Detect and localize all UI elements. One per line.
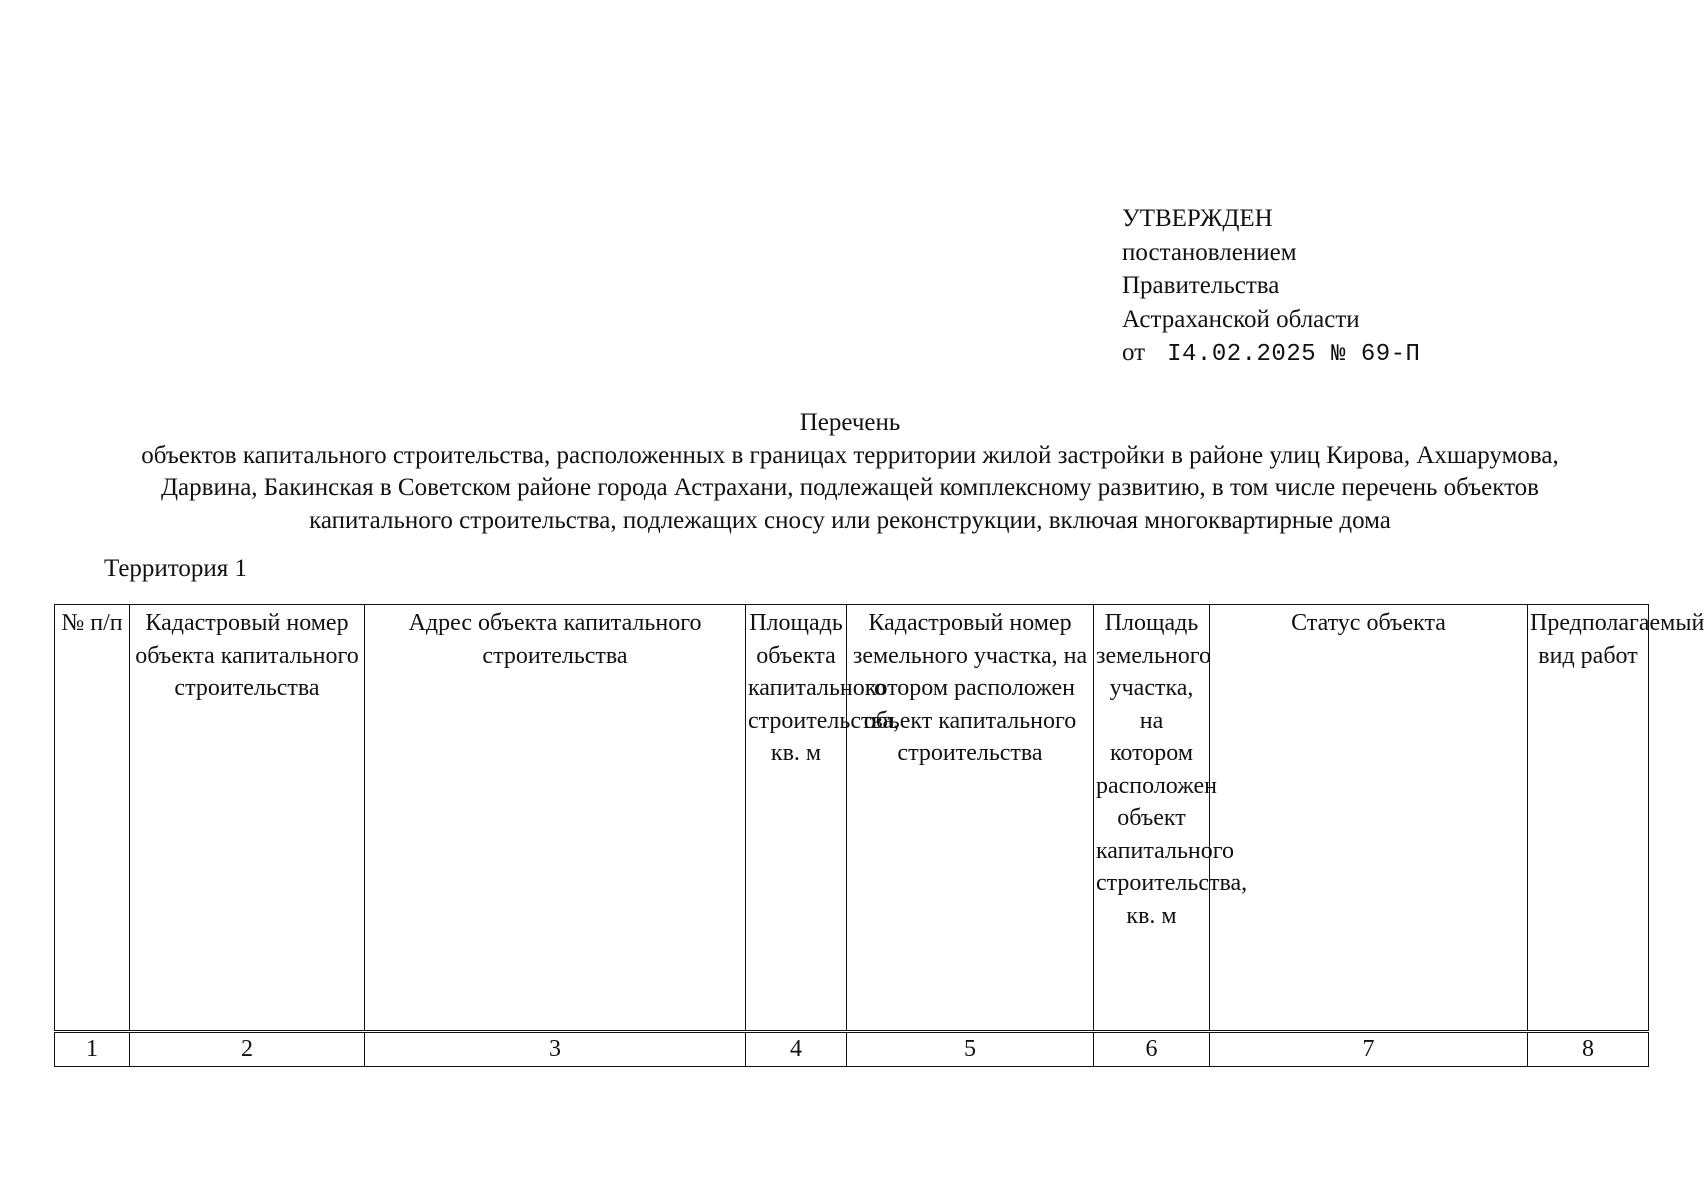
column-number: 2 — [130, 1032, 365, 1067]
approval-date-prefix: от — [1122, 339, 1146, 366]
table-header-row — [55, 605, 1649, 1032]
column-header-land-area: Площадь земельного участка, на котором расположен объект капитального строительства, кв. м — [1094, 605, 1210, 1032]
approval-title: УТВЕРЖДЕН — [1122, 205, 1273, 232]
column-header-cadastral-object: Кадастровый номер объекта капитального строительства — [130, 605, 365, 1032]
column-number: 3 — [365, 1032, 746, 1067]
column-header-object-area: Площадь объекта капитального строительства, кв. м — [746, 605, 847, 1032]
column-header-cadastral-land: Кадастровый номер земельного участка, на котором расположен объект капитального строительства — [847, 605, 1094, 1032]
document-subtitle: объектов капитального строительства, расположенных в границах территории жилой застройки в районе улиц Кирова, Ахшарумова, Дарвина, Бакинская в Советском районе города Астрахани, подлежащей комплексному развитию, в том числе перечень объектов капитального строительства, подлежащих сносу или реконструкции, включая многоквартирные дома — [141, 441, 1559, 534]
column-number: 6 — [1094, 1032, 1210, 1067]
column-header-number: № п/п — [55, 605, 130, 1032]
column-number: 4 — [746, 1032, 847, 1067]
objects-table — [54, 604, 1705, 1067]
column-number: 7 — [1210, 1032, 1528, 1067]
column-number: 5 — [847, 1032, 1094, 1067]
column-number: 1 — [55, 1032, 130, 1067]
approval-line-2: Правительства — [1122, 272, 1280, 299]
approval-line-3: Астраханской области — [1122, 305, 1360, 333]
approval-date-line — [1122, 336, 1420, 372]
column-header-status: Статус объекта — [1210, 605, 1528, 1032]
approval-block — [1122, 202, 1420, 372]
territory-label: Территория 1 — [104, 555, 248, 582]
approval-line-1: постановлением — [1122, 238, 1297, 266]
document-heading — [110, 407, 1590, 537]
column-header-address: Адрес объекта капитального строительства — [365, 605, 746, 1032]
column-number: 8 — [1528, 1032, 1649, 1067]
approval-stamp: I4.02.2025 № 69-П — [1167, 341, 1421, 368]
column-header-work-type: Предполагаемый вид работ — [1528, 605, 1649, 1032]
table-column-numbers-row — [55, 1032, 1649, 1067]
document-title: Перечень — [799, 409, 901, 436]
